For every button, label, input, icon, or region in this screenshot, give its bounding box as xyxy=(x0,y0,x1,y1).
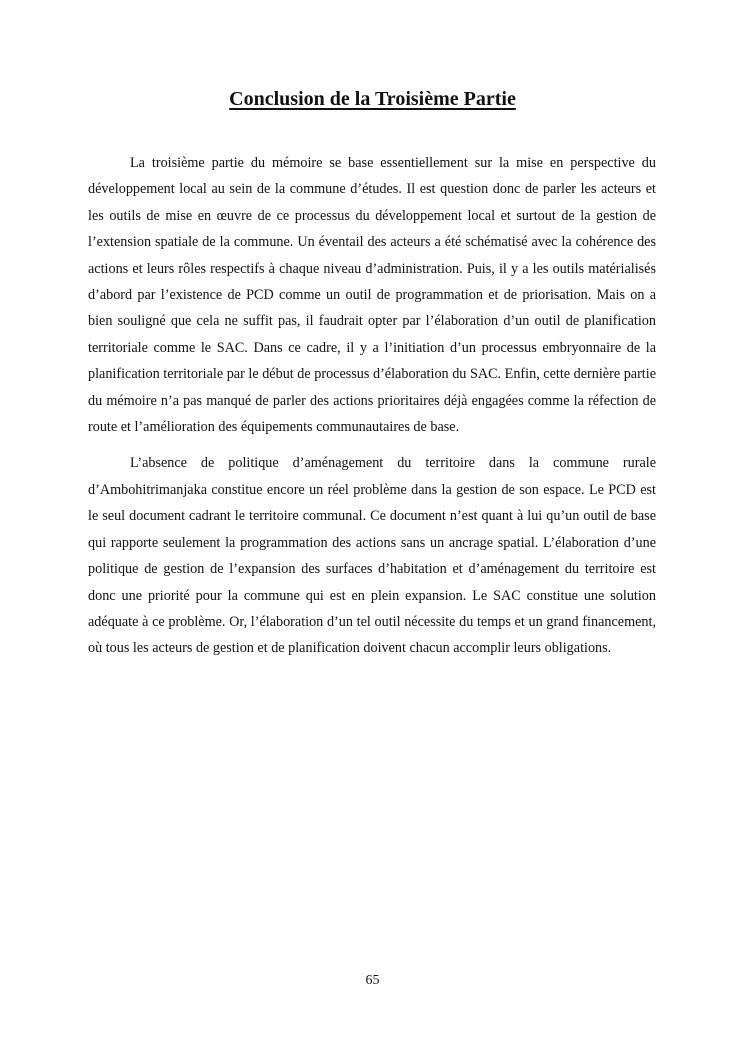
page-title: Conclusion de la Troisième Partie xyxy=(229,88,516,110)
paragraph-1: La troisième partie du mémoire se base essentiellement sur la mise en perspective du développement local au sein de la commune d’études. Il est question donc de parler les acteurs et les outils de mise en œuvre de ce processus du développement local et surtout de la gestion de l’extension spatiale de la commune. Un éventail des acteurs a été schématisé avec la cohérence des actions et leurs rôles respectifs à chaque niveau d’administration. Puis, il y a les outils matérialisés d’abord par l’existence de PCD comme un outil de programmation et de priorisation. Mais on a bien souligné que cela ne suffit pas, il faudrait opter par l’élaboration d’un outil de planification territoriale comme le SAC. Dans ce cadre, il y a l’initiation d’un processus embryonnaire de la planification territoriale par le début de processus d’élaboration du SAC. Enfin, cette dernière partie du mémoire n’a pas manqué de parler des actions prioritaires déjà engagées comme la réfection de route et l’amélioration des équipements communautaires de base. xyxy=(88,155,656,436)
paragraph-2: L’absence de politique d’aménagement du territoire dans la commune rurale d’Ambohitrimanjaka constitue encore un réel problème dans la gestion de son espace. Le PCD est le seul document cadrant le territoire communal. Ce document n’est quant à lui qu’un outil de base qui rapporte seulement la programmation des actions sans un ancrage spatial. L’élaboration d’une politique de gestion de l’expansion des surfaces d’habitation et d’aménagement du territoire est donc une priorité pour la commune qui est en plein expansion. Le SAC constitue une solution adéquate à ce problème. Or, l’élaboration d’un tel outil nécessite du temps et un grand financement, où tous les acteurs de gestion et de planification doivent chacun accomplir leurs obligations. xyxy=(88,455,656,657)
page-number: 65 xyxy=(365,973,380,988)
body-text xyxy=(88,150,656,672)
